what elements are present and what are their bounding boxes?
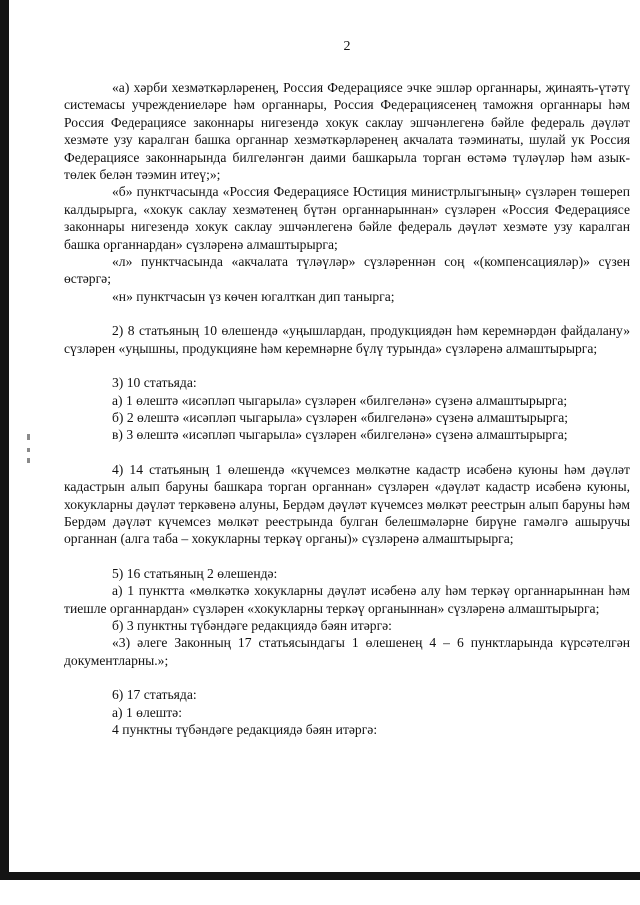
paragraph: 4) 14 статьяның 1 өлешендә «күчемсез мөлкәтне кадастр исәбенә куюны һәм дәүләт кадастрын алып баруны башкара торган органнан» сүзләрен «дәүләт кадастр исәбенә куюны, хокукларны дәүләт теркәвенә алуны, Бердәм дәүләт күчемсез мөлкәт реестрын алып баруны һәм Бердәм дәүләт күчемсез мөлкәт реестрында булган белешмәләрне бирүне гамәлгә ашыручы органнан (алга таба – хокукларны теркәү органы)» сүзләренә алмаштырырга; bbox=[64, 461, 630, 547]
paragraph-gap bbox=[64, 305, 630, 322]
paragraph: а) 1 пунктта «мөлкәткә хокукларны дәүләт исәбенә алу һәм теркәү органнарыннан һәм тиешле органнардан» сүзләрен «хокукларны теркәү органыннан» сүзләренә алмаштырырга; bbox=[64, 583, 630, 616]
scan-edge-left bbox=[0, 0, 9, 876]
punch-mark bbox=[27, 434, 30, 440]
paragraph: «н» пунктчасын үз көчен югалткан дип танырга; bbox=[112, 288, 395, 304]
paragraph: «б» пунктчасында «Россия Федерациясе Юстиция министрлыгының» сүзләрен төшереп калдырырга, «хокук саклау хезмәтенең бүтән органнарыннан» сүзләрен «Россия Федерациясе законнары нигезендә хокук саклау эшчәнлегенә бәйле федераль дәүләт хезмәте узу каралган башка органнардан» сүзләренә алмаштырырга; bbox=[64, 184, 630, 252]
paragraph: в) 3 өлештә «исәпләп чыгарыла» сүзләрен «билгеләнә» сүзенә алмаштырырга; bbox=[112, 427, 568, 443]
paragraph-gap bbox=[64, 548, 630, 565]
paragraph: 6) 17 статьяда: bbox=[112, 687, 197, 703]
scan-edge-bottom bbox=[0, 872, 640, 880]
paragraph-gap bbox=[64, 669, 630, 686]
paragraph: 3) 10 статьяда: bbox=[112, 375, 197, 391]
paragraph: б) 2 өлештә «исәпләп чыгарыла» сүзләрен «билгеләнә» сүзенә алмаштырырга; bbox=[112, 409, 569, 425]
document-page bbox=[64, 38, 630, 738]
punch-mark bbox=[27, 458, 30, 463]
paragraph: «3) әлеге Законның 17 статьясындагы 1 өлешенең 4 – 6 пунктларында күрсәтелгән документларны.»; bbox=[64, 635, 630, 668]
paragraph: 5) 16 статьяның 2 өлешендә: bbox=[112, 565, 278, 581]
paragraph-gap bbox=[64, 357, 630, 374]
paragraph: 2) 8 статьяның 10 өлешендә «уңышлардан, продукциядән һәм керемнәрдән файдалану» сүзләрен «уңышны, продукцияне һәм керемнәрне бүлү турында» сүзләренә алмаштырырга; bbox=[64, 323, 630, 356]
punch-mark bbox=[27, 448, 30, 452]
paragraph: «а) хәрби хезмәткәрләренең, Россия Федерациясе эчке эшләр органнары, җинаять-үтәтү системасы учреждениеләре һәм органнары, Россия Федерациясенең таможня органнары һәм Россия Федерациясе законнары нигезендә хокук саклау эшчәнлегенә бәйле федераль дәүләт хезмәте узу каралган башка органнар хезмәткәрләренең акчалата тәэминаты, шулай ук Россия Федерациясе законнарында билгеләнгән даими башкарыла торган өстәмә түләүләр һәм азык-төлек белән тәэмин итеү;»; bbox=[64, 80, 630, 183]
paragraph: б) 3 пунктны түбәндәге редакциядә бәян итәргә: bbox=[112, 617, 392, 633]
paragraph-gap bbox=[64, 444, 630, 461]
document-body bbox=[64, 79, 630, 738]
paragraph: «л» пунктчасында «акчалата түләүләр» сүзләреннән соң «(компенсацияләр)» сүзен өстәргә; bbox=[64, 254, 630, 287]
page-number: 2 bbox=[343, 39, 351, 54]
paragraph: а) 1 өлештә: bbox=[112, 704, 182, 720]
paragraph: 4 пунктны түбәндәге редакциядә бәян итәргә: bbox=[112, 722, 378, 737]
paragraph: а) 1 өлештә «исәпләп чыгарыла» сүзләрен «билгеләнә» сүзенә алмаштырырга; bbox=[112, 392, 568, 408]
